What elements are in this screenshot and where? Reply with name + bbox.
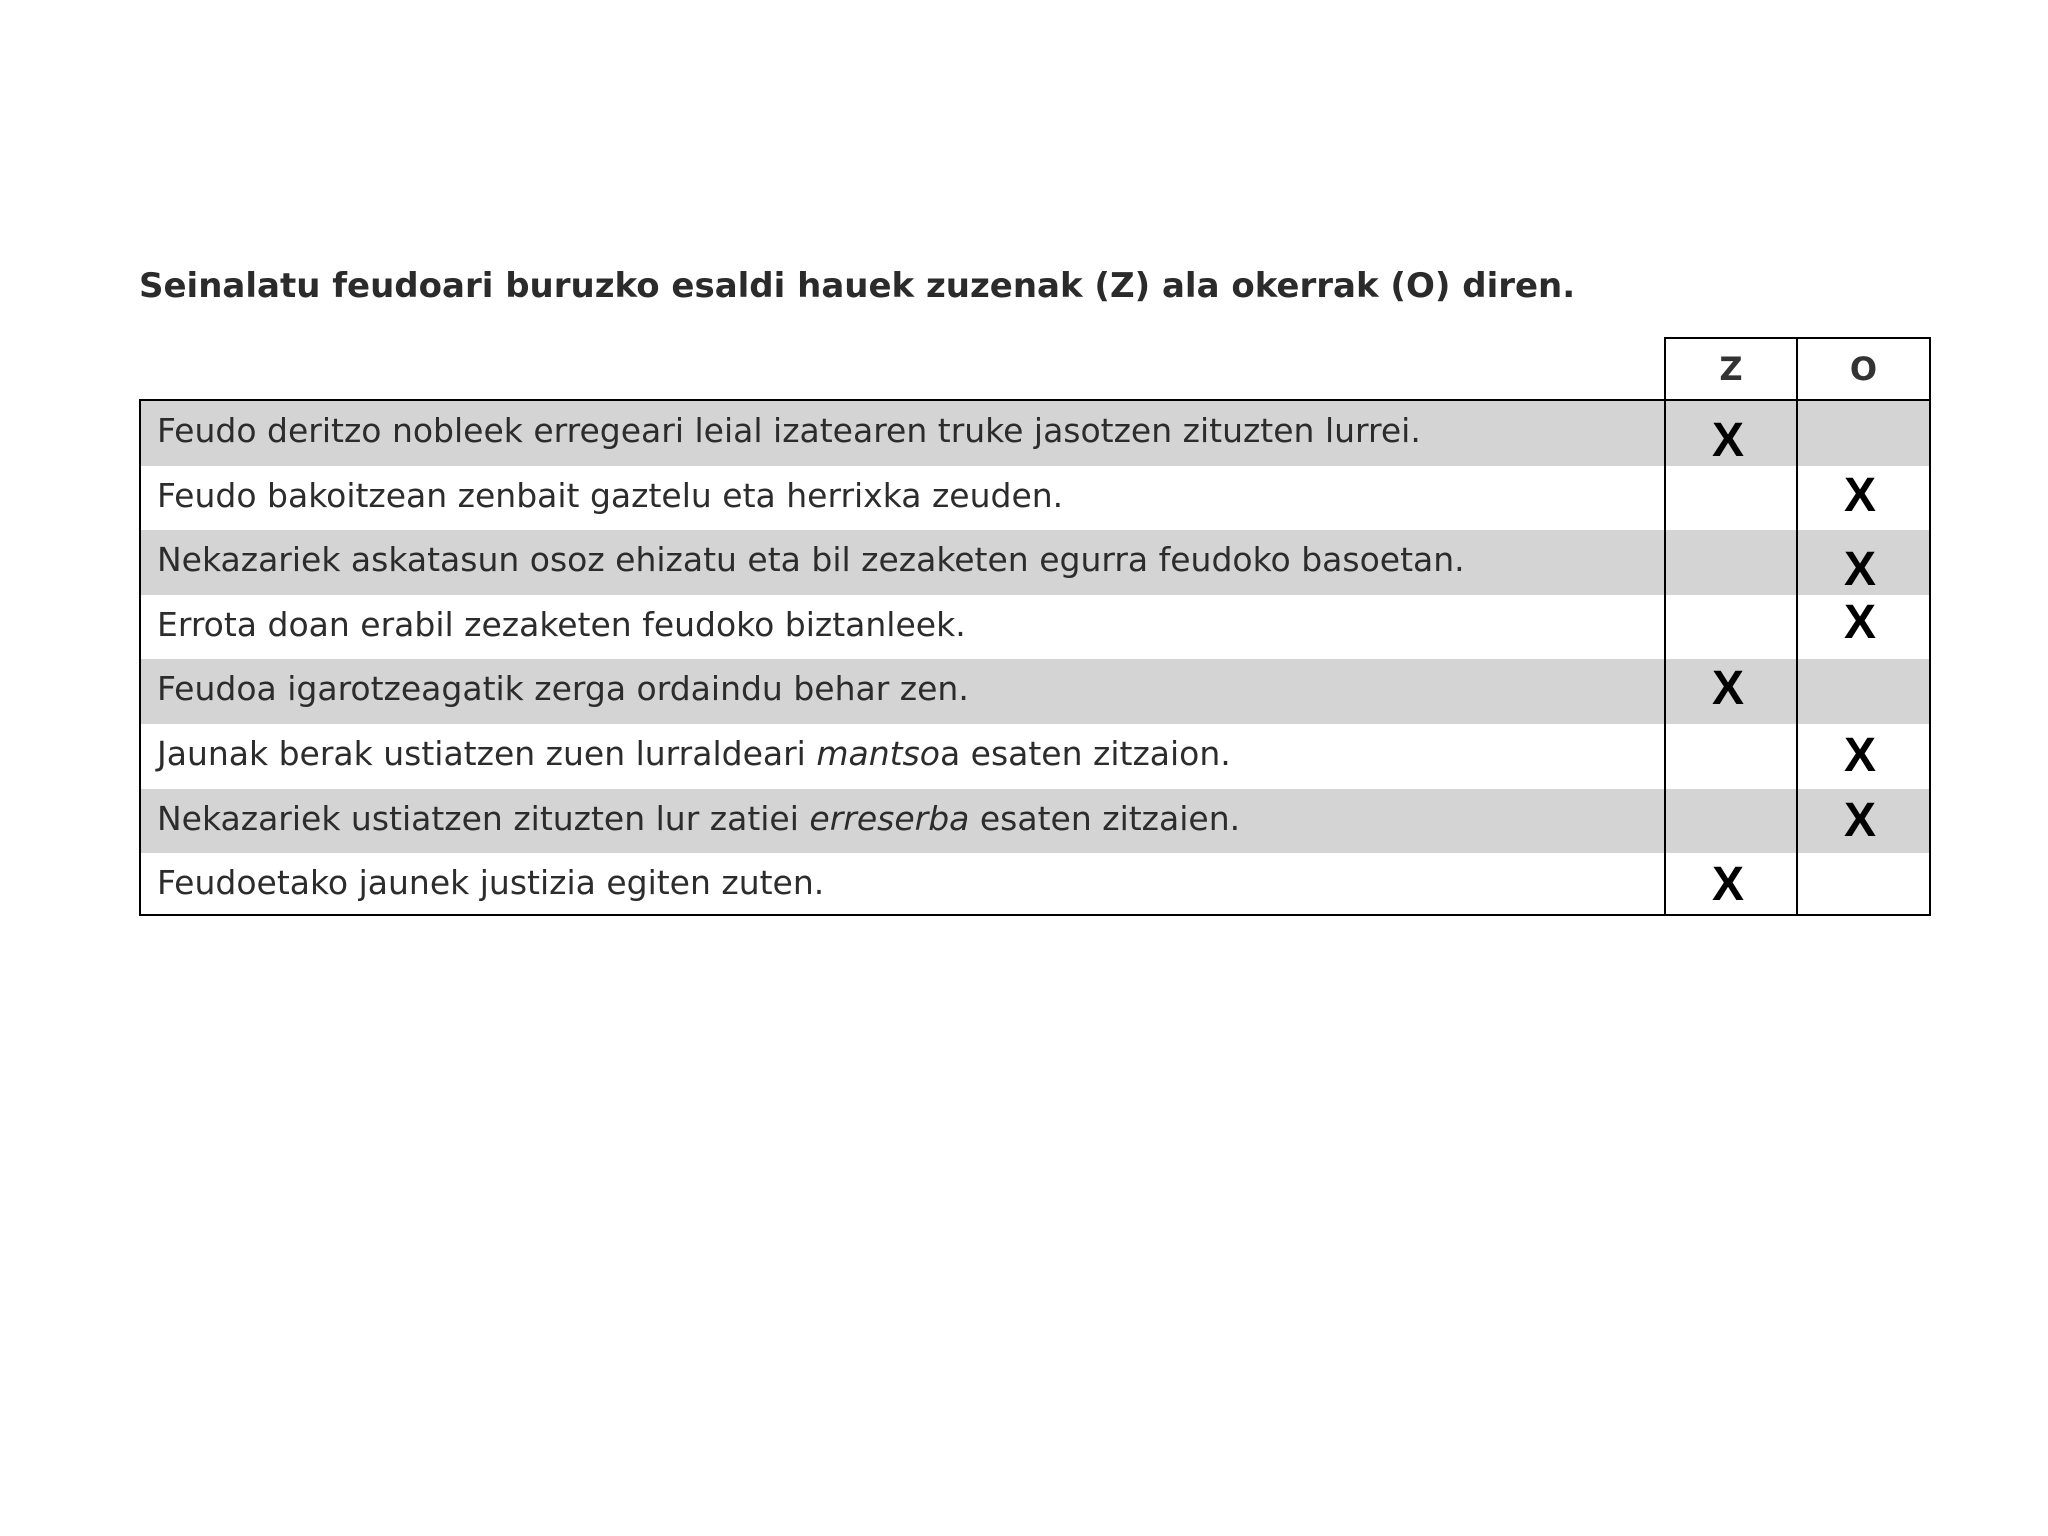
answer-mark-z: X bbox=[1712, 414, 1745, 467]
table-row bbox=[141, 853, 1929, 918]
answer-mark-o: X bbox=[1844, 595, 1877, 649]
answer-mark-o: X bbox=[1844, 543, 1877, 597]
column-divider bbox=[1796, 401, 1798, 914]
statement-text: Errota doan erabil zezaketen feudoko biztanleek. bbox=[157, 604, 966, 644]
statement-text: Feudoa igarotzeagatik zerga ordaindu behar zen. bbox=[157, 669, 969, 709]
statement-text: Feudo bakoitzean zenbait gaztelu eta herrixka zeuden. bbox=[157, 475, 1064, 515]
statement-text: Feudoetako jaunek justizia egiten zuten. bbox=[157, 863, 825, 903]
answer-mark-o: X bbox=[1844, 729, 1877, 782]
table-row bbox=[141, 595, 1929, 660]
statement-text: Jaunak berak ustiatzen zuen lurraldeari mantsoa esaten zitzaion. bbox=[157, 734, 1231, 773]
table-row bbox=[141, 401, 1929, 466]
answer-mark-z: X bbox=[1712, 662, 1745, 716]
statement-text: Nekazariek ustiatzen zituzten lur zatiei erreserba esaten zitzaien. bbox=[157, 798, 1241, 838]
column-header-o: O bbox=[1796, 337, 1931, 399]
statement-text: Nekazariek askatasun osoz ehizatu eta bil zezaketen egurra feudoko basoetan. bbox=[157, 540, 1465, 580]
table-row bbox=[141, 724, 1929, 789]
answer-mark-o: X bbox=[1844, 793, 1877, 847]
answer-mark-z: X bbox=[1712, 858, 1745, 912]
exercise-instruction: Seinalatu feudoari buruzko esaldi hauek zuzenak (Z) ala okerrak (O) diren. bbox=[139, 266, 1576, 306]
statement-text: Feudo deritzo nobleek erregeari leial izatearen truke jasotzen zituzten lurrei. bbox=[157, 411, 1421, 450]
column-header-z: Z bbox=[1664, 337, 1798, 399]
true-false-table bbox=[139, 399, 1931, 916]
table-row bbox=[141, 530, 1929, 595]
table-row bbox=[141, 789, 1929, 854]
table-row bbox=[141, 659, 1929, 724]
column-divider bbox=[1664, 401, 1666, 914]
table-row bbox=[141, 466, 1929, 531]
answer-mark-o: X bbox=[1844, 468, 1877, 522]
